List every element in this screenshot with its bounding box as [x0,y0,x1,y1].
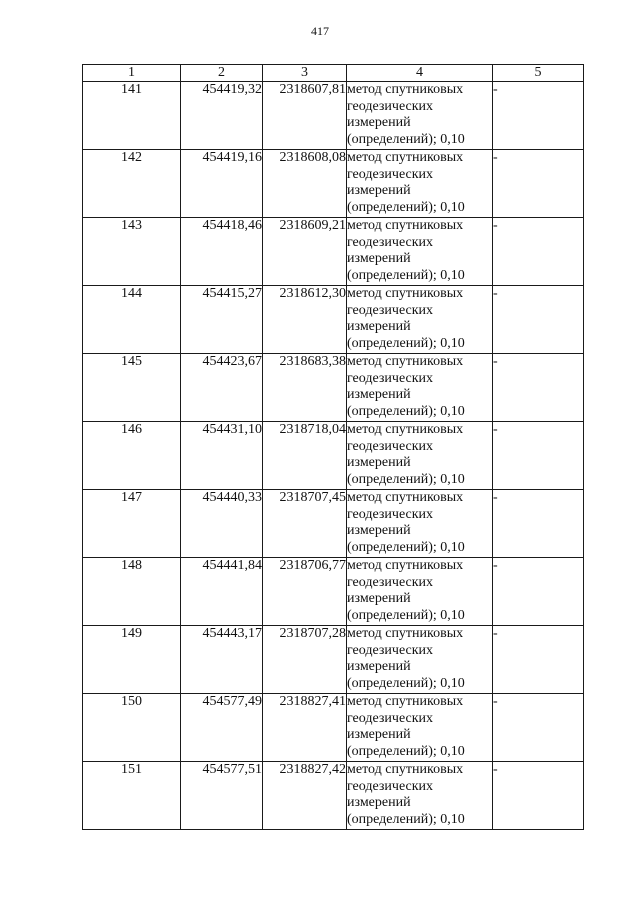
method-cell: метод спутниковых геодезических измерений (определений); 0,10 [347,354,493,422]
page-number: 417 [311,24,329,38]
method-cell: метод спутниковых геодезических измерений (определений); 0,10 [347,422,493,490]
table-row [83,82,584,150]
note-cell: - [493,626,584,694]
y-coordinate-cell: 2318609,21 [263,218,347,286]
point-number-cell: 149 [83,626,181,694]
y-coordinate-cell: 2318706,77 [263,558,347,626]
table-body [83,82,584,830]
method-cell: метод спутниковых геодезических измерений (определений); 0,10 [347,490,493,558]
method-cell: метод спутниковых геодезических измерений (определений); 0,10 [347,218,493,286]
x-coordinate-cell: 454443,17 [181,626,263,694]
y-coordinate-cell: 2318718,04 [263,422,347,490]
column-header-5: 5 [493,65,584,82]
point-number-cell: 142 [83,150,181,218]
table-row [83,558,584,626]
y-coordinate-cell: 2318607,81 [263,82,347,150]
point-number-cell: 145 [83,354,181,422]
y-coordinate-cell: 2318827,42 [263,762,347,830]
table-row [83,694,584,762]
y-coordinate-cell: 2318707,28 [263,626,347,694]
note-cell: - [493,558,584,626]
note-cell: - [493,82,584,150]
table-row [83,490,584,558]
note-cell: - [493,150,584,218]
point-number-cell: 151 [83,762,181,830]
column-header-3: 3 [263,65,347,82]
note-cell: - [493,694,584,762]
y-coordinate-cell: 2318707,45 [263,490,347,558]
table-row [83,762,584,830]
note-cell: - [493,218,584,286]
x-coordinate-cell: 454415,27 [181,286,263,354]
method-cell: метод спутниковых геодезических измерений (определений); 0,10 [347,82,493,150]
table-row [83,150,584,218]
point-number-cell: 146 [83,422,181,490]
column-header-2: 2 [181,65,263,82]
x-coordinate-cell: 454419,32 [181,82,263,150]
point-number-cell: 144 [83,286,181,354]
coordinates-table [82,64,584,830]
note-cell: - [493,422,584,490]
note-cell: - [493,490,584,558]
point-number-cell: 148 [83,558,181,626]
y-coordinate-cell: 2318608,08 [263,150,347,218]
note-cell: - [493,762,584,830]
column-header-4: 4 [347,65,493,82]
x-coordinate-cell: 454577,51 [181,762,263,830]
y-coordinate-cell: 2318683,38 [263,354,347,422]
table-row [83,286,584,354]
point-number-cell: 147 [83,490,181,558]
table-header-row [83,65,584,82]
method-cell: метод спутниковых геодезических измерений (определений); 0,10 [347,286,493,354]
x-coordinate-cell: 454441,84 [181,558,263,626]
x-coordinate-cell: 454577,49 [181,694,263,762]
x-coordinate-cell: 454431,10 [181,422,263,490]
method-cell: метод спутниковых геодезических измерений (определений); 0,10 [347,150,493,218]
point-number-cell: 143 [83,218,181,286]
y-coordinate-cell: 2318827,41 [263,694,347,762]
table-row [83,354,584,422]
point-number-cell: 141 [83,82,181,150]
note-cell: - [493,286,584,354]
table-row [83,626,584,694]
method-cell: метод спутниковых геодезических измерений (определений); 0,10 [347,762,493,830]
column-header-1: 1 [83,65,181,82]
method-cell: метод спутниковых геодезических измерений (определений); 0,10 [347,694,493,762]
y-coordinate-cell: 2318612,30 [263,286,347,354]
x-coordinate-cell: 454419,16 [181,150,263,218]
x-coordinate-cell: 454440,33 [181,490,263,558]
table-row [83,218,584,286]
x-coordinate-cell: 454423,67 [181,354,263,422]
method-cell: метод спутниковых геодезических измерений (определений); 0,10 [347,558,493,626]
method-cell: метод спутниковых геодезических измерений (определений); 0,10 [347,626,493,694]
point-number-cell: 150 [83,694,181,762]
note-cell: - [493,354,584,422]
table-row [83,422,584,490]
x-coordinate-cell: 454418,46 [181,218,263,286]
